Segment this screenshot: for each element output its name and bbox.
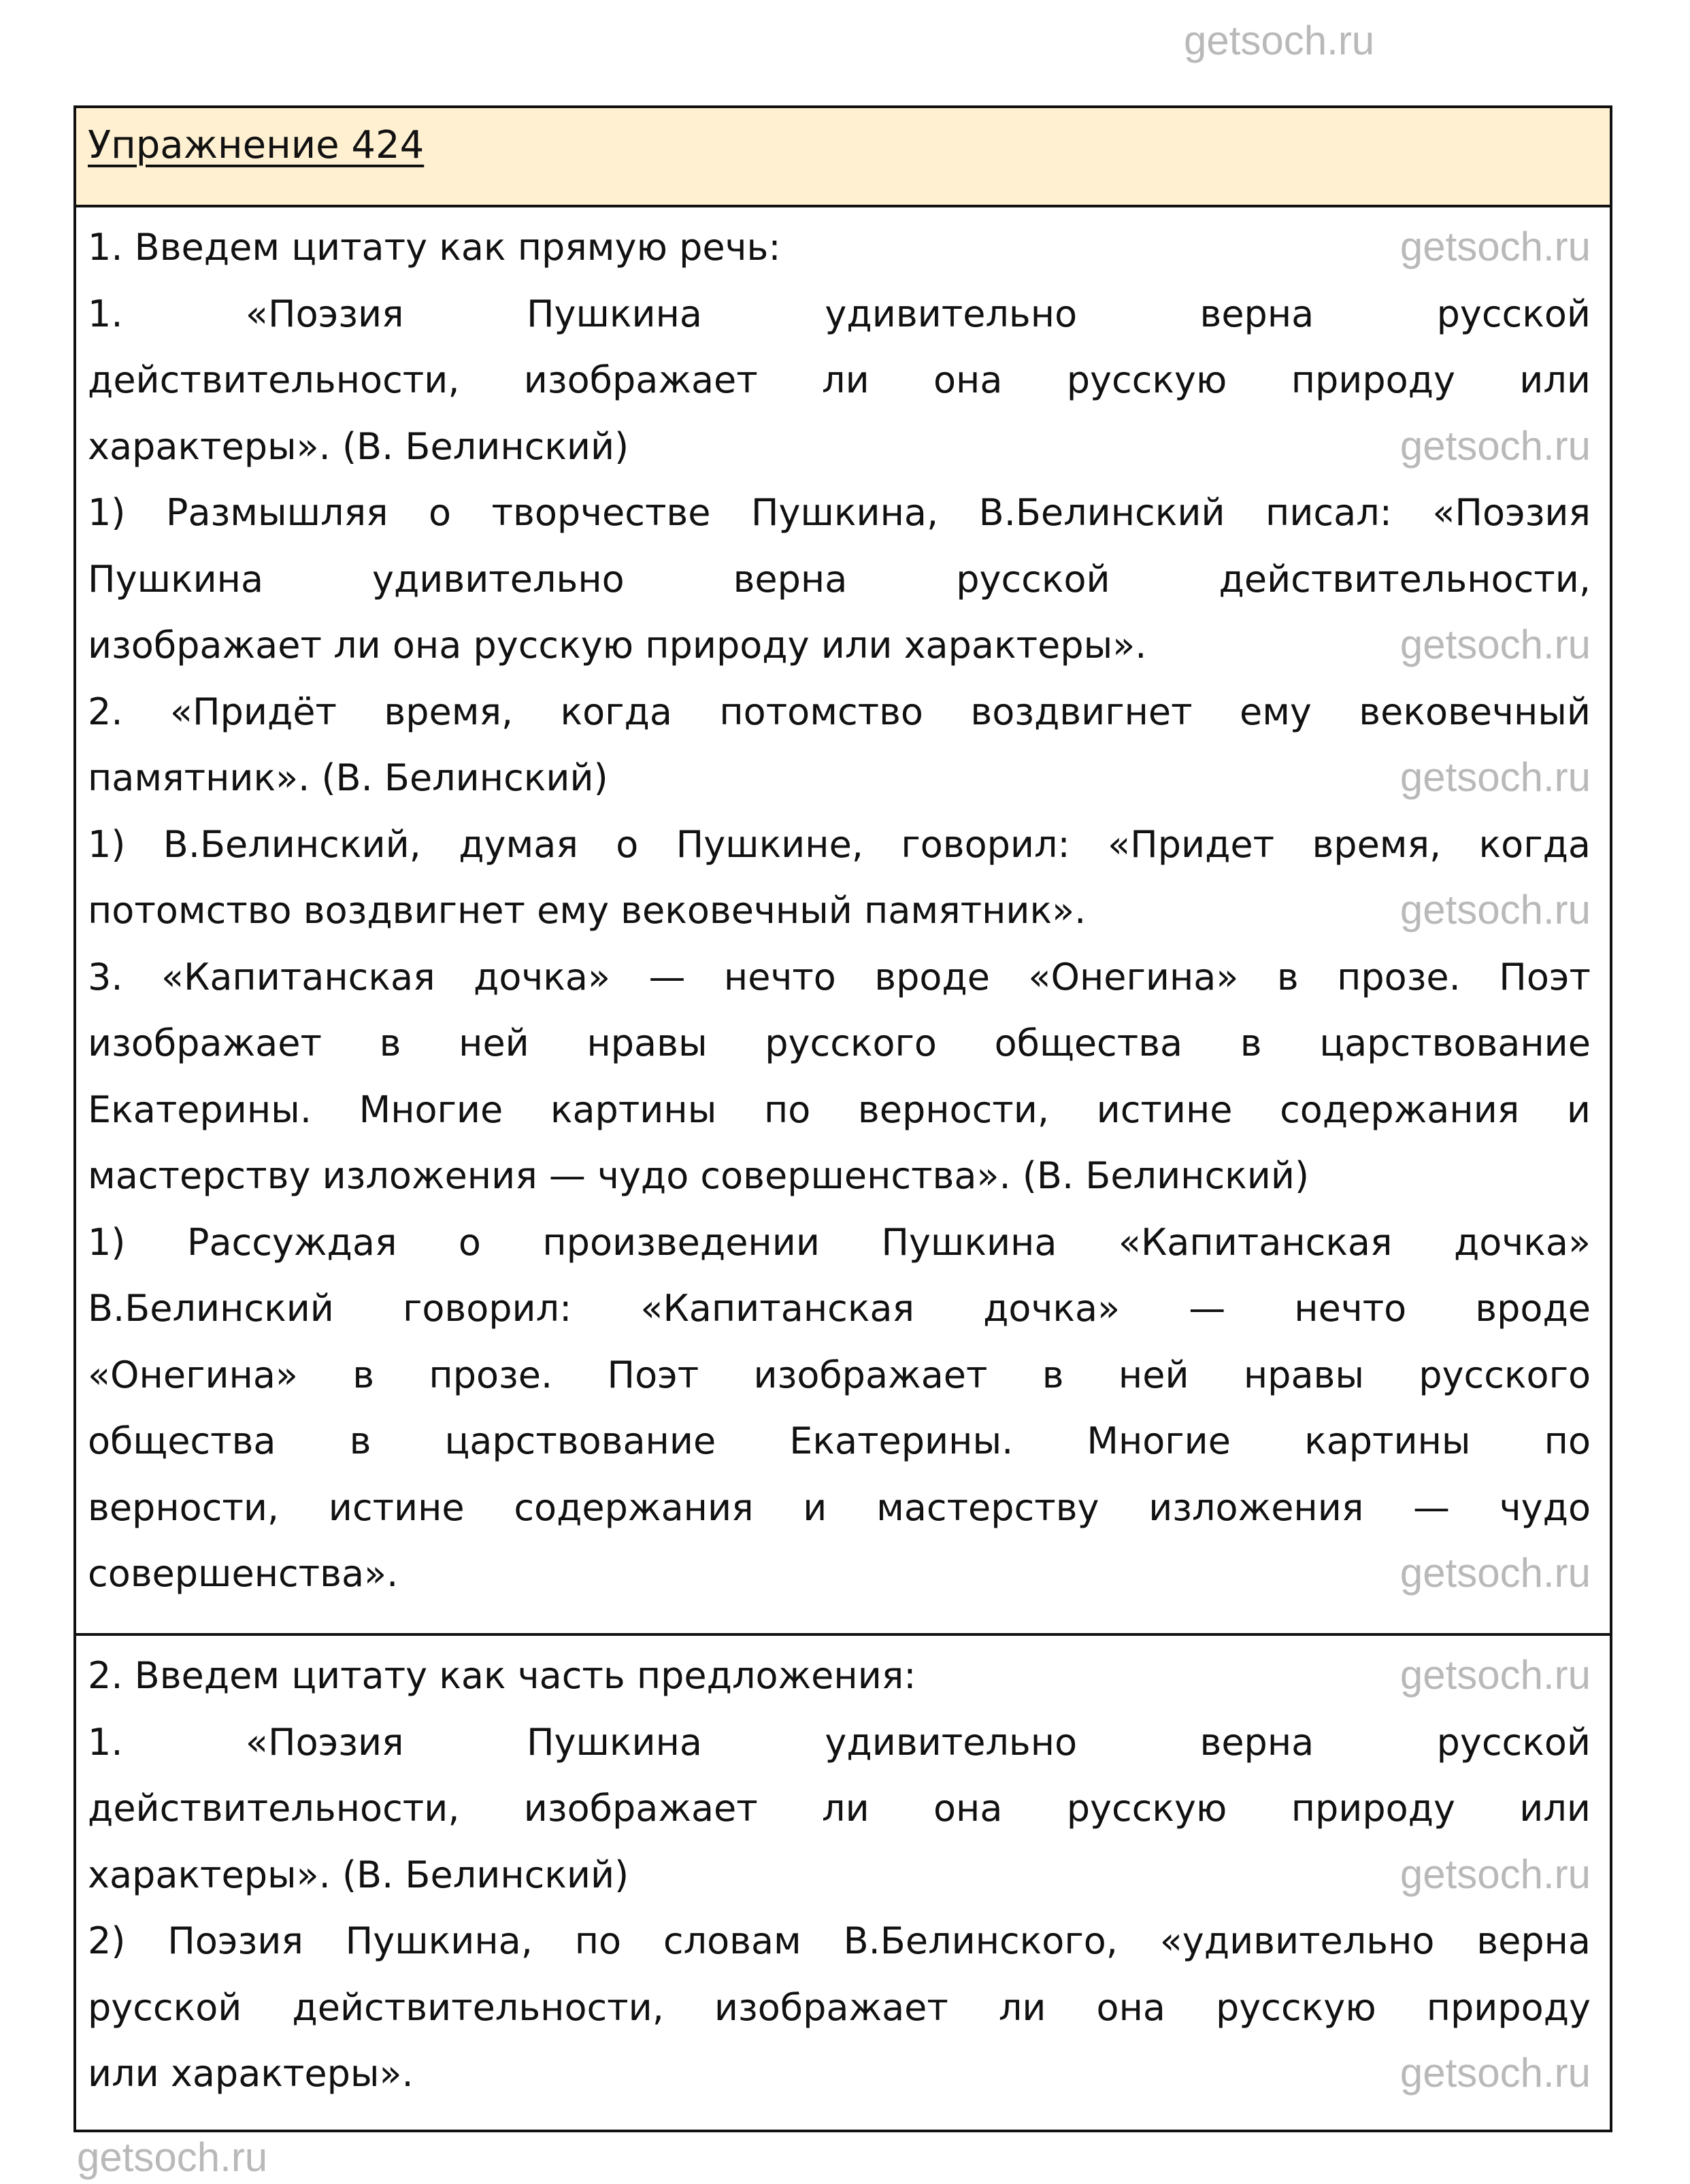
text-line-content: Екатерины. Многие картины по верности, истине содержания и <box>88 1088 1591 1131</box>
text-line <box>88 877 1591 944</box>
watermark: getsoch.ru <box>1399 422 1591 469</box>
text-line <box>88 1775 1591 1842</box>
exercise-table <box>73 105 1612 2132</box>
text-line-content: характеры». (В. Белинский) <box>88 424 629 468</box>
text-line <box>88 1010 1591 1077</box>
text-line <box>88 1975 1591 2041</box>
text-line <box>88 1908 1591 1975</box>
text-line <box>88 1709 1591 1776</box>
text-line-content: изображает в ней нравы русского общества в царствование <box>88 1022 1591 1064</box>
watermark: getsoch.ru <box>1399 224 1591 269</box>
text-line-content: совершенства». <box>88 1552 399 1595</box>
text-line <box>88 1541 1591 1607</box>
text-line <box>88 546 1591 613</box>
text-line-content: характеры». (В. Белинский) <box>88 1853 629 1896</box>
text-line-content: В.Белинский говорил: «Капитанская дочка» — нечто вроде <box>88 1287 1591 1330</box>
text-line <box>88 1475 1591 1541</box>
exercise-title: Упражнение 424 <box>88 123 425 167</box>
text-line <box>88 1342 1591 1409</box>
text-line-content: 1. «Поэзия Пушкина удивительно верна русской <box>88 292 1591 335</box>
text-line <box>88 480 1591 546</box>
watermark: getsoch.ru <box>1184 18 1375 63</box>
text-line-content: 1. Введем цитату как прямую речь: <box>88 226 781 269</box>
text-line-content: или характеры». <box>88 2052 414 2095</box>
section-part-of-sentence <box>76 1636 1610 2130</box>
text-line <box>88 1143 1591 1209</box>
text-line-content: 2. «Придёт время, когда потомство воздвигнет ему вековечный <box>88 690 1591 733</box>
text-line-content: 1) В.Белинский, думая о Пушкине, говорил: «Придет время, когда <box>88 822 1591 866</box>
text-line <box>88 745 1591 811</box>
watermark: getsoch.ru <box>1399 1851 1591 1897</box>
watermark: getsoch.ru <box>1399 754 1591 800</box>
table-header <box>76 108 1610 207</box>
text-line-content: русской действительности, изображает ли она русскую природу <box>88 1985 1591 2029</box>
text-line-content: памятник». (В. Белинский) <box>88 756 608 799</box>
text-line <box>88 1408 1591 1475</box>
text-line-content: 1. «Поэзия Пушкина удивительно верна русской <box>88 1720 1591 1764</box>
text-line-content: Пушкина удивительно верна русской действительности, <box>88 557 1591 601</box>
watermark: getsoch.ru <box>1399 2050 1591 2096</box>
text-line-content: изображает ли она русскую природу или характеры». <box>88 624 1147 667</box>
text-line-content: мастерству изложения — чудо совершенства». (В. Белинский) <box>88 1154 1310 1197</box>
watermark: getsoch.ru <box>1399 1652 1591 1698</box>
watermark: getsoch.ru <box>1399 622 1591 667</box>
text-line <box>88 281 1591 348</box>
text-line <box>88 811 1591 878</box>
text-line <box>88 612 1591 679</box>
watermark: getsoch.ru <box>77 2134 268 2180</box>
section-direct-speech <box>76 207 1610 1636</box>
text-line-content: 2) Поэзия Пушкина, по словам В.Белинского, «удивительно верна <box>88 1919 1591 1962</box>
text-line-content: 1) Размышляя о творчестве Пушкина, В.Белинский писал: «Поэзия <box>88 491 1591 534</box>
text-line-content: 3. «Капитанская дочка» — нечто вроде «Онегина» в прозе. Поэт <box>88 955 1591 998</box>
watermark: getsoch.ru <box>1399 1550 1591 1596</box>
text-line <box>88 347 1591 414</box>
text-line-content: «Онегина» в прозе. Поэт изображает в ней нравы русского <box>88 1353 1591 1396</box>
text-line <box>88 1077 1591 1143</box>
text-line <box>88 1275 1591 1342</box>
text-line <box>88 1842 1591 1909</box>
text-line-content: потомство воздвигнет ему вековечный памятник». <box>88 889 1087 932</box>
text-line <box>88 2040 1591 2107</box>
text-line-content: общества в царствование Екатерины. Многие картины по <box>88 1419 1591 1462</box>
text-line-content: верности, истине содержания и мастерству изложения — чудо <box>88 1485 1591 1529</box>
text-line <box>88 679 1591 745</box>
text-line <box>88 944 1591 1011</box>
watermark: getsoch.ru <box>1399 887 1591 933</box>
text-line <box>88 1209 1591 1276</box>
text-line-content: действительности, изображает ли она русскую природу или <box>88 358 1591 401</box>
text-line <box>88 214 1591 281</box>
text-line <box>88 1643 1591 1709</box>
text-line-content: 2. Введем цитату как часть предложения: <box>88 1654 916 1697</box>
text-line <box>88 414 1591 480</box>
text-line-content: 1) Рассуждая о произведении Пушкина «Капитанская дочка» <box>88 1220 1591 1264</box>
text-line-content: действительности, изображает ли она русскую природу или <box>88 1787 1591 1830</box>
